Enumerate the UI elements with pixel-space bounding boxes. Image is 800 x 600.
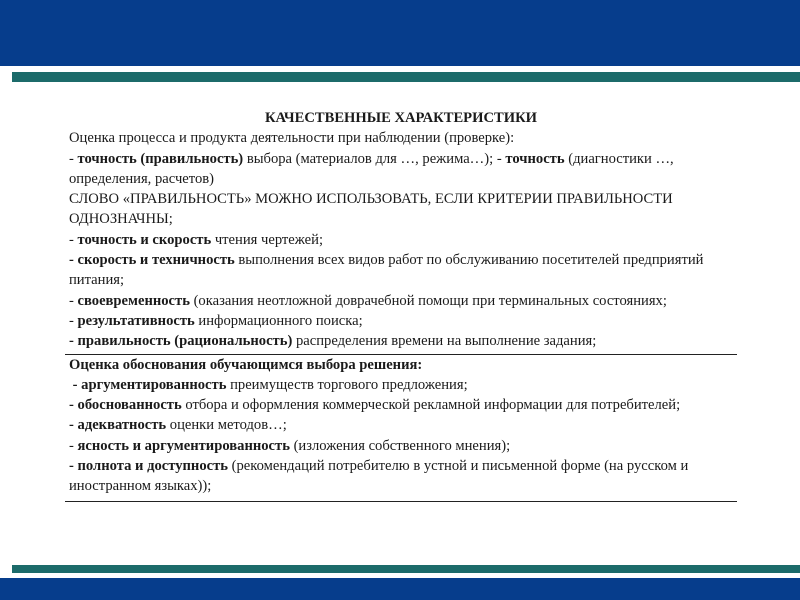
section-heading: Оценка обоснования обучающимся выбора решения: [69,356,423,373]
item-text: распределения времени на выполнение задания; [292,333,597,350]
item-text: преимуществ торгового предложения; [226,376,468,393]
item-text: информационного поиска; [194,312,363,329]
item-keyword: правильность (рациональность) [77,333,293,350]
item-text: чтения чертежей; [211,231,324,248]
item-text: отбора и оформления коммерческой рекламной информации для потребителей; [181,397,681,414]
item-text: оценки методов…; [166,417,287,434]
item-keyword: аргументированность [81,376,227,393]
slide-content [69,108,733,502]
item-keyword: результативность [77,312,195,329]
item-keyword: обоснованность [77,397,182,414]
caps-note: СЛОВО «ПРАВИЛЬНОСТЬ» МОЖНО ИСПОЛЬЗОВАТЬ, ЕСЛИ КРИТЕРИИ ПРАВИЛЬНОСТИ ОДНОЗНАЧНЫ; [69,191,673,228]
list-item: - обоснованность отбора и оформления коммерческой рекламной информации для потребителей; [69,397,681,414]
item-keyword: точность (правильность) [77,150,244,167]
item-text: (диагностики …, определения, расчетов) [69,150,674,187]
list-item: - адекватность оценки методов…; [69,417,287,434]
list-item: - точность и скорость чтения чертежей; [69,231,324,248]
item-keyword: адекватность [77,417,167,434]
item-keyword: точность [505,150,565,167]
bottom-divider [65,501,737,502]
item-text: выполнения всех видов работ по обслуживанию посетителей предприятий питания; [69,252,704,289]
list-item: - ясность и аргументированность (изложения собственного мнения); [69,437,511,454]
list-item: - результативность информационного поиска; [69,312,363,329]
section-process-evaluation [69,108,733,352]
item-text: (оказания неотложной доврачебной помощи при терминальных состояниях; [189,292,667,309]
item-keyword: полнота и доступность [77,458,228,475]
list-item: - скорость и техничность выполнения всех видов работ по обслуживанию посетителей предприятий питания; [69,252,704,289]
header-stripe [12,72,800,82]
footer-bar [0,578,800,600]
footer-stripe [12,565,800,573]
list-item: - правильность (рациональность) распределения времени на выполнение задания; [69,333,597,350]
list-item: - точность (правильность) выбора (материалов для …, режима…); - точность (диагностики …, определения, расчетов) [69,150,674,187]
item-keyword: своевременность [77,292,190,309]
item-keyword: ясность и аргументированность [77,437,290,454]
header-bar [0,0,800,66]
list-item: - своевременность (оказания неотложной доврачебной помощи при терминальных состояниях; [69,292,667,309]
slide-title: КАЧЕСТВЕННЫЕ ХАРАКТЕРИСТИКИ [264,110,538,126]
section-decision-justification [69,355,733,497]
item-text: (изложения собственного мнения); [289,437,511,454]
item-text: выбора (материалов для …, режима…); [243,150,494,167]
item-keyword: скорость и техничность [77,252,235,269]
section-heading: Оценка процесса и продукта деятельности при наблюдении (проверке): [69,130,515,147]
list-item: - полнота и доступность (рекомендаций потребителю в устной и письменной форме (на русском и иностранном языках)); [69,458,689,495]
item-keyword: точность и скорость [77,231,212,248]
item-text: (рекомендаций потребителю в устной и письменной форме (на русском и иностранном языках)); [69,458,689,495]
list-item: - аргументированность преимуществ торгового предложения; [72,376,468,393]
